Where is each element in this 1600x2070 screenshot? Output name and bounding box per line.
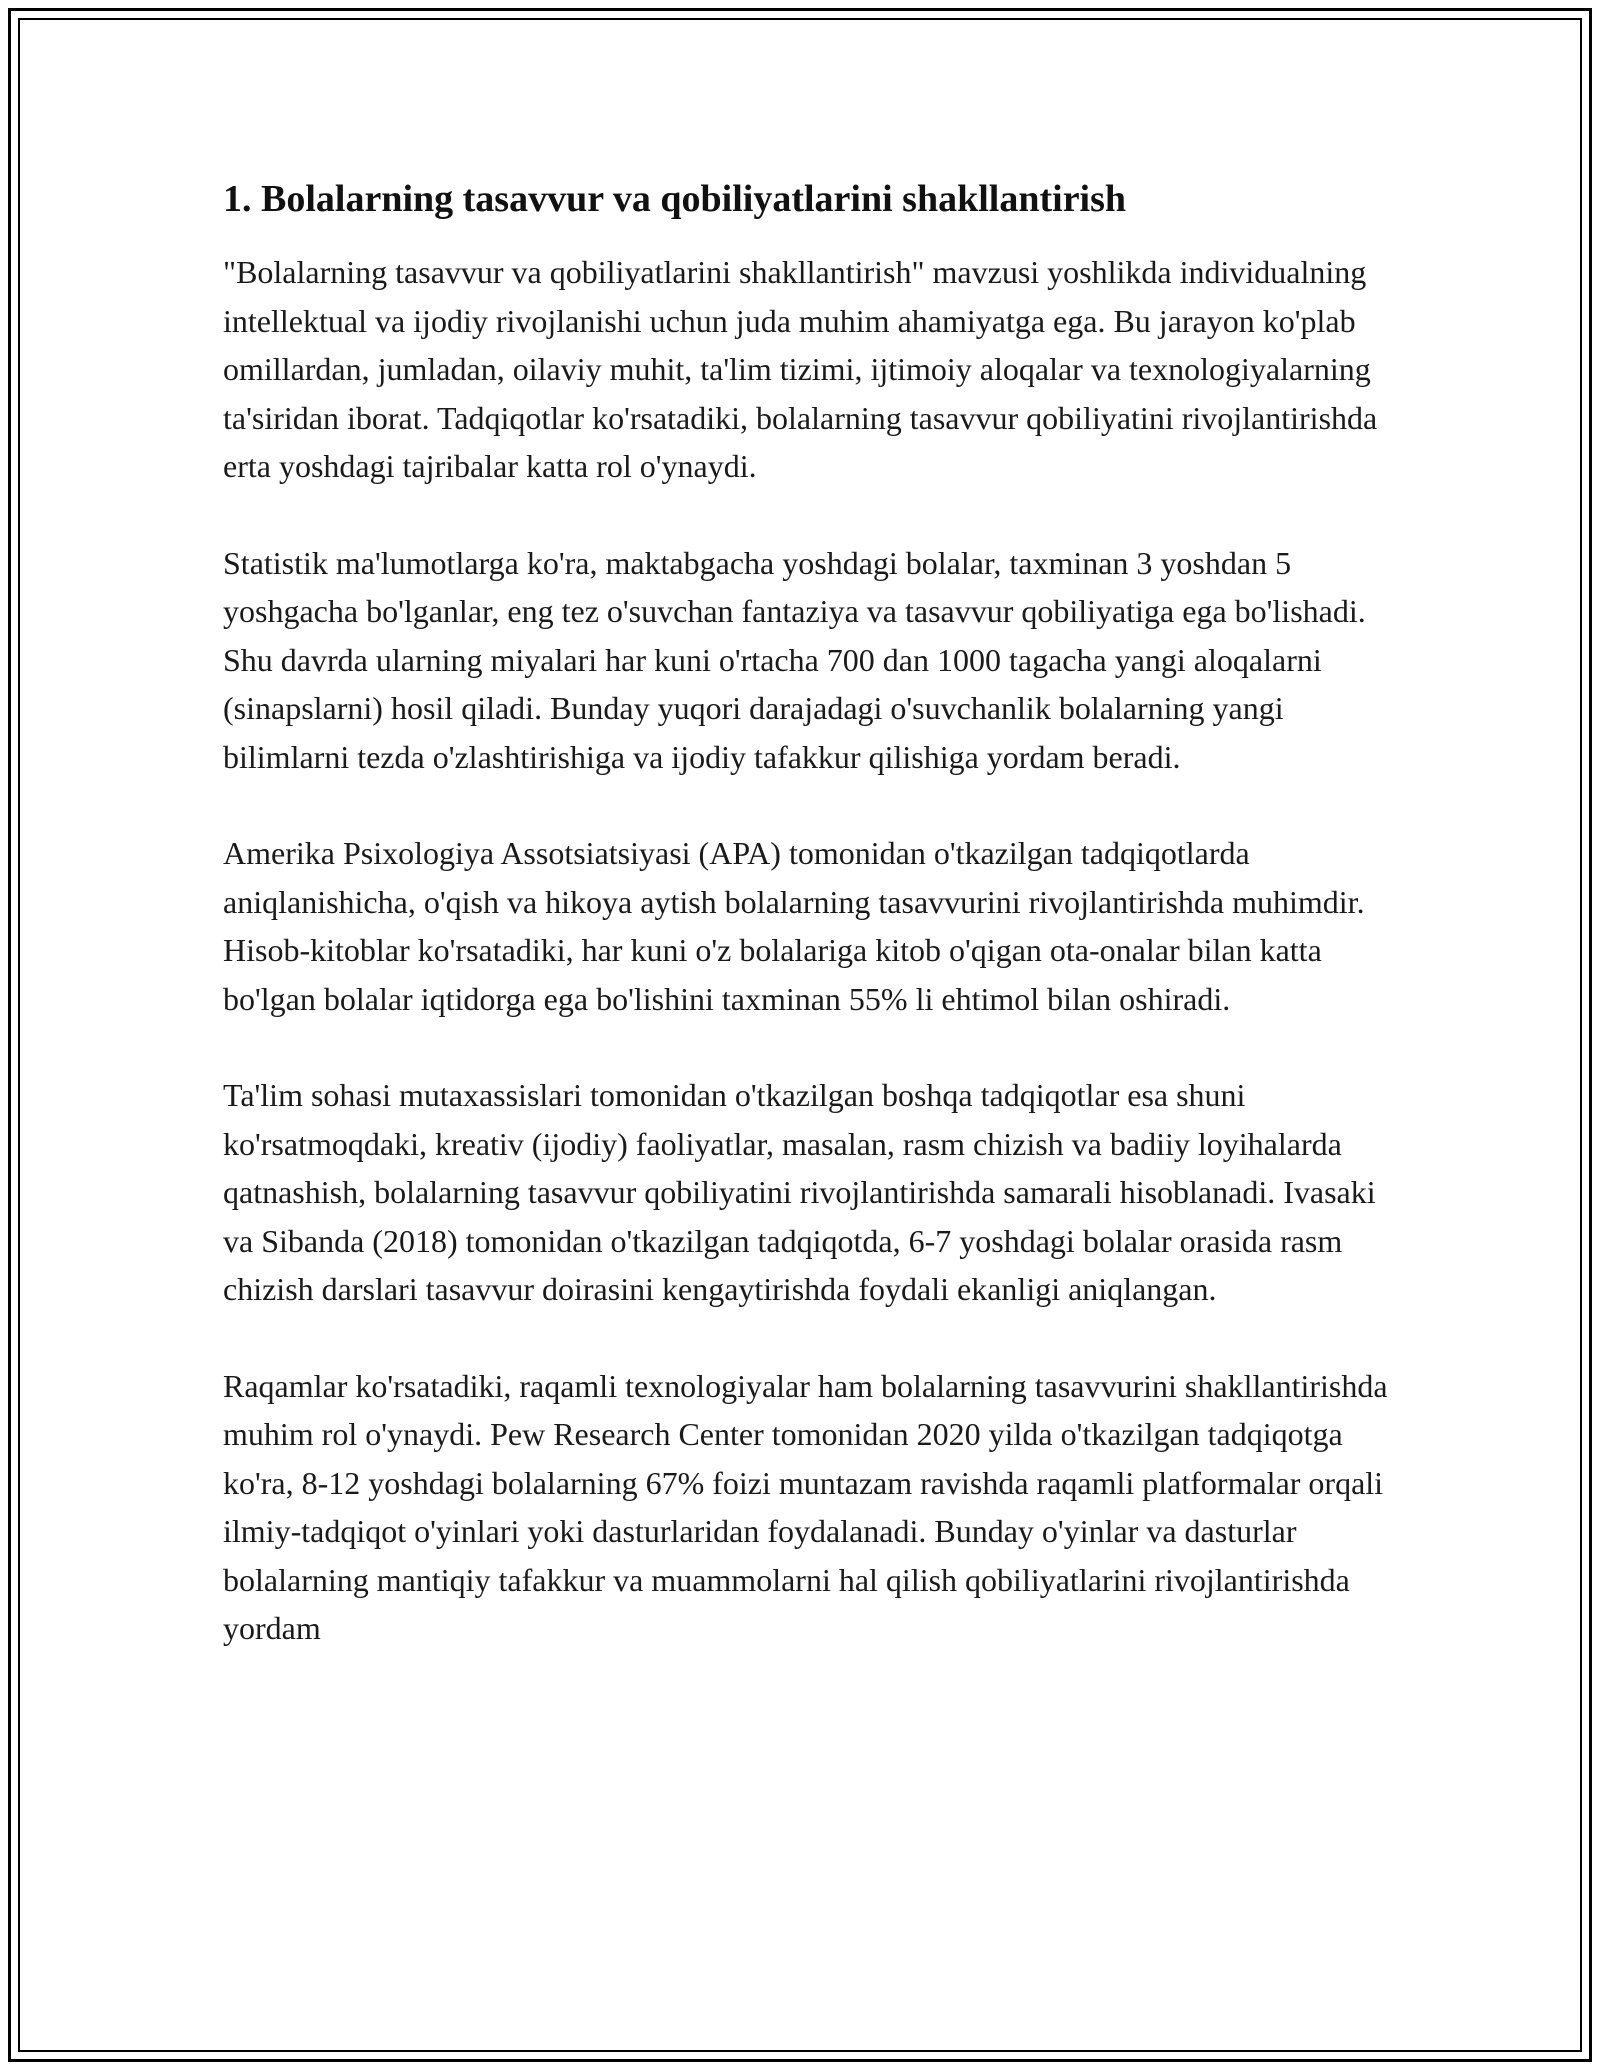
document-body xyxy=(223,176,1388,1653)
paragraph-education-research: Ta'lim sohasi mutaxassislari tomonidan o'tkazilgan boshqa tadqiqotlar esa shuni ko'rsatmoqdaki, kreativ (ijodiy) faoliyatlar, masalan, rasm chizish va badiiy loyihalarda qatnashish, bolalarning tasavvur qobiliyatini rivojlantirishda samarali hisoblanadi. Ivasaki va Sibanda (2018) tomonidan o'tkazilgan tadqiqotda, 6-7 yoshdagi bolalar orasida rasm chizish darslari tasavvur doirasini kengaytirishda foydali ekanligi aniqlangan. xyxy=(223,1077,1376,1307)
section-heading: 1. Bolalarning tasavvur va qobiliyatlarini shakllantirish xyxy=(223,178,1127,220)
paragraph-digital-technology: Raqamlar ko'rsatadiki, raqamli texnologiyalar ham bolalarning tasavvurini shakllantirishda muhim rol o'ynaydi. Pew Research Center tomonidan 2020 yilda o'tkazilgan tadqiqotga ko'ra, 8-12 yoshdagi bolalarning 67% foizi muntazam ravishda raqamli platformalar orqali ilmiy-tadqiqot o'yinlari yoki dasturlaridan foydalanadi. Bunday o'yinlar va dasturlar bolalarning mantiqiy tafakkur va muammolarni hal qilish qobiliyatlarini rivojlantirishda yordam xyxy=(223,1367,1388,1646)
paragraph-statistics: Statistik ma'lumotlarga ko'ra, maktabgacha yoshdagi bolalar, taxminan 3 yoshdan 5 yoshgacha bo'lganlar, eng tez o'suvchan fantaziya va tasavvur qobiliyatiga ega bo'lishadi. Shu davrda ularning miyalari har kuni o'rtacha 700 dan 1000 tagacha yangi aloqalarni (sinapslarni) hosil qiladi. Bunday yuqori darajadagi o'suvchanlik bolalarning yangi bilimlarni tezda o'zlashtirishiga va ijodiy tafakkur qilishiga yordam beradi. xyxy=(223,544,1366,775)
paragraph-intro: "Bolalarning tasavvur va qobiliyatlarini shakllantirish" mavzusi yoshlikda individualning intellektual va ijodiy rivojlanishi uchun juda muhim ahamiyatga ega. Bu jarayon ko'plab omillardan, jumladan, oilaviy muhit, ta'lim tizimi, ijtimoiy aloqalar va texnologiyalarning ta'siridan iborat. Tadqiqotlar ko'rsatadiki, bolalarning tasavvur qobiliyatini rivojlantirishda erta yoshdagi tajribalar katta rol o'ynaydi. xyxy=(223,254,1378,484)
paragraph-apa-research: Amerika Psixologiya Assotsiatsiyasi (APA) tomonidan o'tkazilgan tadqiqotlarda aniqlanishicha, o'qish va hikoya aytish bolalarning tasavvurini rivojlantirishda muhimdir. Hisob-kitoblar ko'rsatadiki, har kuni o'z bolalariga kitob o'qigan ota-onalar bilan katta bo'lgan bolalar iqtidorga ega bo'lishini taxminan 55% li ehtimol bilan oshiradi. xyxy=(223,835,1365,1017)
